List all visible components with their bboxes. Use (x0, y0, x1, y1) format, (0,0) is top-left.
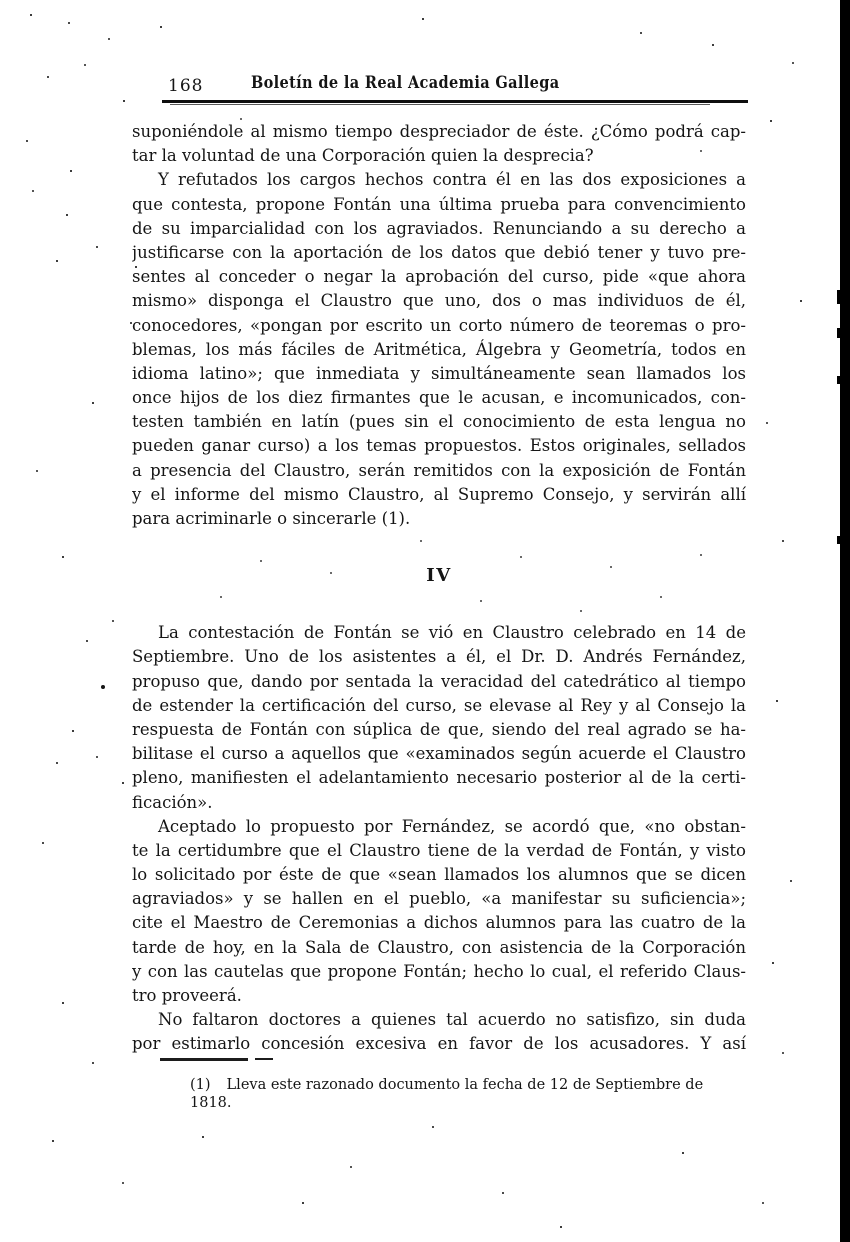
text-line: tro proveerá. (132, 986, 242, 1005)
footnote-rule-segment (160, 1058, 248, 1061)
paragraph (132, 168, 746, 531)
text-line: agraviados» y se hallen en el pueblo, «a manifestar su suficiencia»; (132, 889, 746, 909)
footnote-text: Lleva este razonado documento la fecha de 12 de Septiembre de 1818. (190, 1076, 704, 1111)
text-line: cite el Maestro de Ceremonias a dichos alumnos para las cuatro de la (132, 913, 746, 933)
text-line: sentes al conceder o negar la aprobación del curso, pide «que ahora (132, 267, 746, 287)
footnote-separator-rule (160, 1058, 746, 1061)
text-line: respuesta de Fontán con súplica de que, siendo del real agrado se ha- (132, 719, 746, 739)
footnote-block (132, 1058, 746, 1112)
paragraph-continuation (132, 120, 746, 168)
text-line: te la certidumbre que el Claustro tiene de la verdad de Fontán, y visto (132, 840, 746, 860)
text-line: pleno, manifiesten el adelantamiento necesario posterior al de la certi- (132, 768, 746, 788)
text-line: tarde de hoy, en la Sala de Claustro, con asistencia de la Corporación (132, 937, 746, 957)
text-line: bilitase el curso a aquellos que «examinados según acuerde el Claustro (132, 744, 746, 764)
text-line: por estimarlo concesión excesiva en favor de los acusadores. Y así (132, 1034, 746, 1054)
text-line: idioma latino»; que inmediata y simultáneamente sean llamados los (132, 363, 746, 383)
text-line: mismo» disponga el Claustro que uno, dos o mas individuos de él, (132, 291, 746, 311)
text-line: para acriminarle o sincerarle (1). (132, 509, 411, 528)
text-line: justificarse con la aportación de los datos que debió tener y tuvo pre- (132, 242, 746, 262)
text-line: suponiéndole al mismo tiempo despreciador de éste. ¿Cómo podrá cap- (132, 122, 746, 141)
text-line: de estender la certificación del curso, se elevase al Rey y al Consejo la (132, 695, 746, 715)
text-line: Y refutados los cargos hechos contra él en las dos exposiciones a (158, 170, 746, 190)
text-line: pueden ganar curso) a los temas propuestos. Estos originales, sellados (132, 436, 746, 456)
text-line: blemas, los más fáciles de Aritmética, Álgebra y Geometría, todos en (132, 339, 746, 359)
section-heading-iv: IV (426, 565, 452, 587)
scan-edge-notch (837, 328, 841, 338)
footnote (132, 1076, 746, 1112)
text-line: lo solicitado por éste de que «sean llamados los alumnos que se dicen (132, 865, 746, 885)
text-line: ficación». (132, 792, 213, 812)
text-line: que contesta, propone Fontán una última prueba para convencimiento (132, 194, 746, 214)
scan-edge-notch (837, 376, 841, 384)
scan-edge-notch (837, 290, 841, 304)
paragraph (132, 815, 746, 1009)
running-header-title: Boletín de la Real Academia Gallega (251, 73, 560, 92)
page-number: 168 (168, 76, 204, 96)
scan-edge-notch (837, 536, 841, 544)
text-column (132, 120, 746, 1057)
text-line: La contestación de Fontán se vió en Claustro celebrado en 14 de (158, 623, 746, 643)
scan-edge-bar (840, 0, 850, 1242)
paragraph-continues-next-page (132, 1008, 746, 1056)
text-line: de su imparcialidad con los agraviados. Renunciando a su derecho a (132, 218, 746, 238)
text-line: a presencia del Claustro, serán remitidos con la exposición de Fontán (132, 460, 746, 480)
margin-ink-dot (101, 685, 105, 689)
text-line: y el informe del mismo Claustro, al Supremo Consejo, y servirán allí (132, 484, 746, 504)
scan-speckle-noise (0, 0, 2, 2)
text-line: tar la voluntad de una Corporación quien la desprecia? (132, 146, 594, 166)
header-rule (162, 100, 748, 103)
footnote-rule-segment (255, 1058, 273, 1060)
text-line: No faltaron doctores a quienes tal acuerdo no satisfizo, sin duda (158, 1010, 746, 1030)
paragraph (132, 621, 746, 815)
text-line: propuso que, dando por sentada la veracidad del catedrático al tiempo (132, 671, 746, 691)
footnote-marker: (1) (190, 1076, 211, 1093)
text-line: Septiembre. Uno de los asistentes a él, el Dr. D. Andrés Fernández, (132, 647, 746, 667)
text-line: once hijos de los diez firmantes que le acusan, e incomunicados, con- (132, 388, 746, 408)
text-line: testen también en latín (pues sin el conocimiento de esta lengua no (132, 412, 746, 432)
text-line: Aceptado lo propuesto por Fernández, se acordó que, «no obstan- (158, 816, 746, 836)
text-line: y con las cautelas que propone Fontán; hecho lo cual, el referido Claus- (132, 961, 746, 981)
text-line: conocedores, «pongan por escrito un corto número de teoremas o pro- (132, 315, 746, 335)
